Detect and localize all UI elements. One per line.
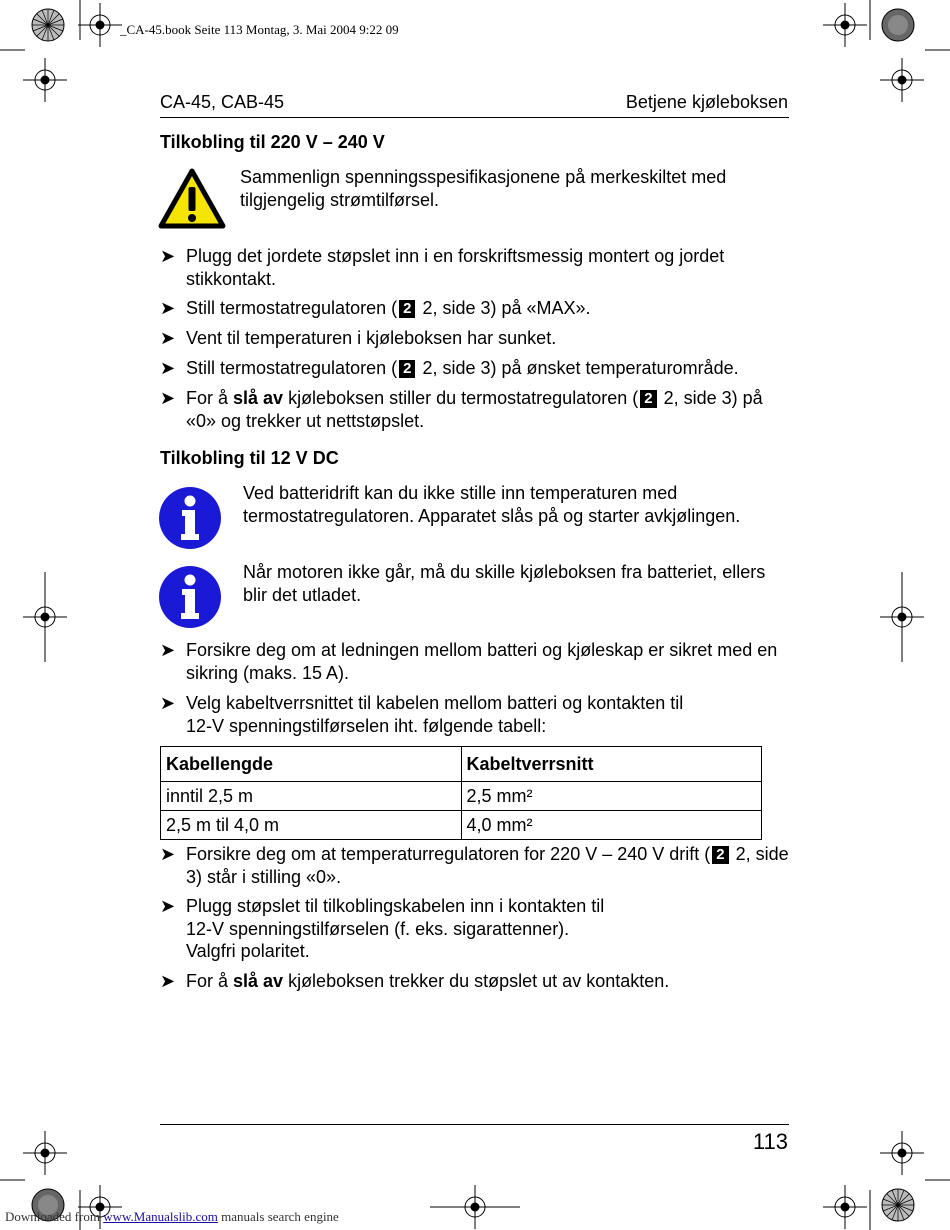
step-12-1: ➤ Forsikre deg om at ledningen mellom batteri og kjøleskap er sikret med en sikring (maks. 15 A). <box>160 640 778 683</box>
header-rule <box>160 117 789 118</box>
figure-ref-badge: 2 <box>712 846 728 864</box>
step-220-3: ➤ Vent til temperaturen i kjøleboksen har sunket. <box>160 328 557 348</box>
bullet-arrow-icon: ➤ <box>160 971 176 991</box>
bullet-arrow-icon: ➤ <box>160 246 176 266</box>
page-number: 113 <box>752 1129 788 1154</box>
figure-ref-badge: 2 <box>399 300 415 318</box>
download-footer: Downloaded from www.Manualslib.com manuals search engine <box>5 1209 339 1224</box>
table-row <box>161 782 762 811</box>
bullet-arrow-icon: ➤ <box>160 896 176 916</box>
section-heading-220v: Tilkobling til 220 V – 240 V <box>160 132 385 152</box>
cable-table <box>160 746 762 840</box>
table-cell: 2,5 m til 4,0 m <box>161 811 462 840</box>
bullet-arrow-icon: ➤ <box>160 328 176 348</box>
footer-rule <box>160 1124 789 1125</box>
table-header-cell: Kabeltverrsnitt <box>461 747 762 782</box>
table-row <box>161 811 762 840</box>
bullet-arrow-icon: ➤ <box>160 358 176 378</box>
table-header-row <box>161 747 762 782</box>
step-12-2: ➤ Velg kabeltverrsnittet til kabelen mellom batteri og kontakten til 12-V spenningstilførselen iht. følgende tabell: <box>160 693 684 736</box>
running-header-right: Betjene kjøleboksen <box>625 92 788 112</box>
info-icon <box>158 486 222 550</box>
bullet-arrow-icon: ➤ <box>160 693 176 713</box>
info-icon <box>158 565 222 629</box>
bullet-arrow-icon: ➤ <box>160 640 176 660</box>
step-220-1: ➤ Plugg det jordete støpslet inn i en forskriftsmessig montert og jordet stikkontakt. <box>160 246 725 289</box>
info-text-2: Når motoren ikke går, må du skille kjøleboksen fra batteriet, ellers blir det utladet. <box>243 562 766 605</box>
section-heading-12v: Tilkobling til 12 V DC <box>160 448 339 468</box>
table-cell: 4,0 mm² <box>461 811 762 840</box>
table-cell: 2,5 mm² <box>461 782 762 811</box>
warning-triangle-icon <box>158 168 226 230</box>
step-12-4: ➤ Plugg støpslet til tilkoblingskabelen inn i kontakten til 12-V spenningstilførselen (f. eks. sigarattenner). Valgfri polaritet. <box>160 896 605 961</box>
step-12-5: ➤ For å slå av kjøleboksen trekker du støpslet ut av kontakten. <box>160 971 670 991</box>
figure-ref-badge: 2 <box>640 390 656 408</box>
step-12-3: ➤ Forsikre deg om at temperaturregulatoren for 220 V – 240 V drift ( 2 2, side 3) står i stilling «0». <box>160 844 789 887</box>
bullet-arrow-icon: ➤ <box>160 388 176 408</box>
bullet-arrow-icon: ➤ <box>160 298 176 318</box>
manualslib-link[interactable]: www.Manualslib.com <box>103 1209 218 1224</box>
step-220-2: ➤ Still termostatregulatoren ( 2 2, side 3) på «MAX». <box>160 298 591 318</box>
step-220-5: ➤ For å slå av kjøleboksen stiller du termostatregulatoren ( 2 2, side 3) på «0» og trekker ut nettstøpslet. <box>160 388 763 431</box>
info-text-1: Ved batteridrift kan du ikke stille inn temperaturen med termostatregulatoren. Apparatet slås på og starter avkjølingen. <box>243 483 741 526</box>
running-header-left: CA-45, CAB-45 <box>160 92 285 112</box>
bullet-arrow-icon: ➤ <box>160 844 176 864</box>
figure-ref-badge: 2 <box>399 360 415 378</box>
step-220-4: ➤ Still termostatregulatoren ( 2 2, side 3) på ønsket temperaturområde. <box>160 358 739 378</box>
print-header: _CA-45.book Seite 113 Montag, 3. Mai 2004 9:22 09 <box>120 22 399 37</box>
warning-text: Sammenlign spenningsspesifikasjonene på merkeskiltet med tilgjengelig strømtilførsel. <box>240 167 727 210</box>
table-cell: inntil 2,5 m <box>161 782 462 811</box>
table-header-cell: Kabellengde <box>161 747 462 782</box>
